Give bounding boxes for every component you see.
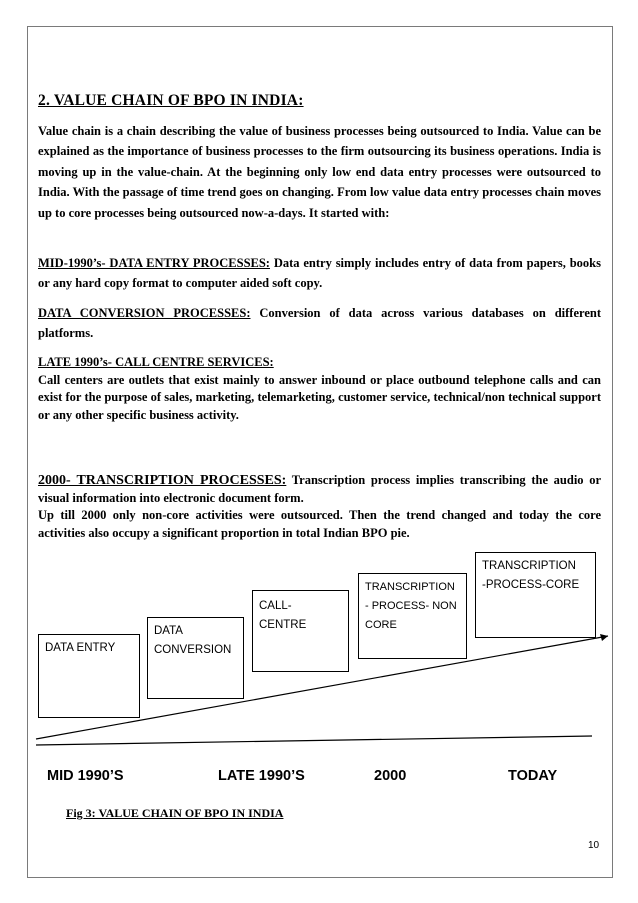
transcription-core-box <box>475 552 596 638</box>
core-box-line1: TRANSCRIPTION <box>482 560 576 572</box>
axis-label-today: TODAY <box>508 768 558 784</box>
axis-label-2000: 2000 <box>374 768 407 784</box>
call-centre-box-line2: CENTRE <box>259 619 307 631</box>
axis-label-late-1990s: LATE 1990’S <box>218 768 305 784</box>
transcription-text: Transcription process implies transcribing the audio or visual information into electronic document form. <box>38 473 602 505</box>
transcription-non-core-box <box>358 573 467 659</box>
call-centre-box-line1: CALL- <box>259 600 292 612</box>
transcription-followup: Up till 2000 only non-core activities were outsourced. Then the trend changed and today the core activities also occupy a significant proportion in total Indian BPO pie. <box>38 508 601 540</box>
intro-paragraph: Value chain is a chain describing the value of business processes being outsourced to India. Value can be explained as the importance of business processes to the firm outsourcing its business operations. India is moving up in the value-chain. At the beginning only low end data entry processes were outsourced to India. With the passage of time trend goes on changing. From low value data entry processes chain moves up to core processes being outsourced now-a-days. It started with: <box>38 124 601 220</box>
axis-label-mid-1990s: MID 1990’S <box>47 768 124 784</box>
data-entry-text: Data entry simply includes entry of data from papers, books or any hard copy format to computer aided soft copy. <box>38 256 601 291</box>
transcription-box-line3: CORE <box>365 619 397 631</box>
data-conversion-label: DATA CONVERSION PROCESSES: <box>38 306 251 320</box>
data-entry-label: MID-1990’s- DATA ENTRY PROCESSES: <box>38 256 270 270</box>
timeline-axis <box>36 736 592 745</box>
data-conversion-box-line1: DATA <box>154 625 183 637</box>
call-centre-text: Call centers are outlets that exist mainly to answer inbound or place outbound telephone calls and can exist for the purpose of sales, marketing, telemarketing, customer service, technical/non technical support or any other specific business activity. <box>38 372 601 422</box>
arrowhead <box>600 634 608 641</box>
data-conversion-box <box>147 617 244 699</box>
data-entry-box-label: DATA ENTRY <box>45 642 116 654</box>
data-entry-box <box>38 634 140 718</box>
call-centre-box <box>252 590 349 672</box>
figure-caption: Fig 3: VALUE CHAIN OF BPO IN INDIA <box>66 806 284 820</box>
transcription-label: 2000- TRANSCRIPTION PROCESSES: <box>38 473 287 488</box>
core-box-line2: -PROCESS-CORE <box>482 579 580 591</box>
page-number: 10 <box>588 840 600 851</box>
transcription-box-line1: TRANSCRIPTION <box>365 581 455 593</box>
call-centre-label: LATE 1990’s- CALL CENTRE SERVICES: <box>38 355 274 369</box>
data-conversion-text: Conversion of data across various databases on different platforms. <box>38 306 601 341</box>
section-heading: 2. VALUE CHAIN OF BPO IN INDIA: <box>38 92 304 109</box>
data-conversion-box-line2: CONVERSION <box>154 644 232 656</box>
transcription-box-line2: - PROCESS- NON <box>365 600 457 612</box>
